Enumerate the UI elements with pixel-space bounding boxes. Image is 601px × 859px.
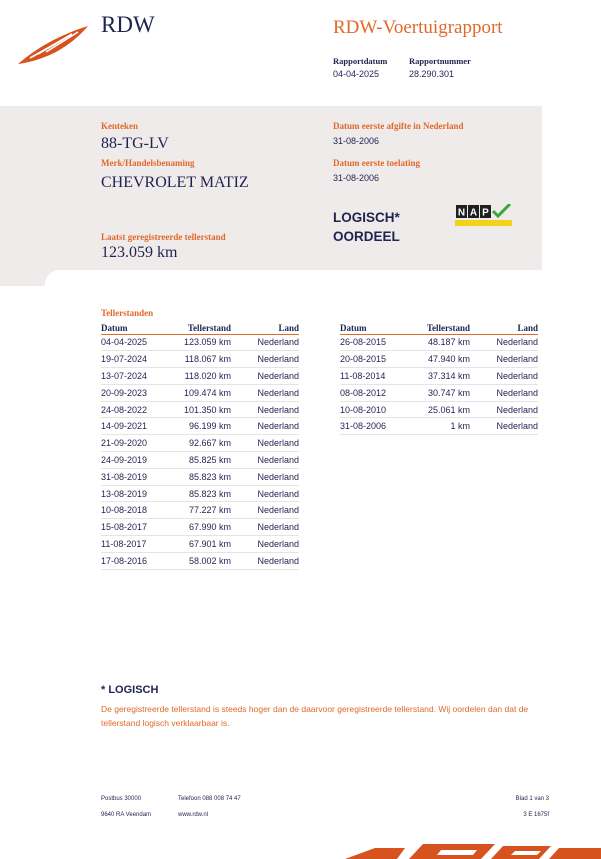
reading-country: Nederland: [231, 536, 299, 553]
footer-postbus: Postbus 30000: [101, 796, 142, 802]
reading-odometer: 85.825 km: [171, 452, 231, 469]
table-row: [101, 334, 299, 351]
column-header-country: Land: [470, 322, 538, 334]
reading-odometer: 37.314 km: [410, 368, 470, 385]
table-row: [340, 384, 538, 401]
reading-country: Nederland: [231, 401, 299, 418]
first-admission-value: 31-08-2006: [333, 173, 380, 183]
table-row: [340, 418, 538, 435]
reading-country: Nederland: [231, 552, 299, 569]
table-row: [101, 351, 299, 368]
footer-address: 9640 RA Veendam: [101, 812, 152, 818]
plate-label: Kenteken: [101, 121, 138, 131]
reading-date: 11-08-2014: [340, 368, 410, 385]
report-date-value: 04-04-2025: [333, 69, 380, 79]
table-row: [340, 368, 538, 385]
table-row: [340, 351, 538, 368]
column-header-odometer: Tellerstand: [410, 322, 470, 334]
report-number-label: Rapportnummer: [409, 56, 471, 66]
report-title: RDW-Voertuigrapport: [333, 17, 503, 38]
table-row: [101, 384, 299, 401]
vehicle-info-panel-notch: [45, 270, 542, 286]
reading-odometer: 67.990 km: [171, 519, 231, 536]
table-header-row: [340, 322, 538, 334]
reading-odometer: 123.059 km: [171, 334, 231, 351]
reading-country: Nederland: [231, 485, 299, 502]
reading-country: Nederland: [231, 368, 299, 385]
reading-odometer: 109.474 km: [171, 384, 231, 401]
reading-country: Nederland: [470, 351, 538, 368]
first-admission-label: Datum eerste toelating: [333, 158, 420, 168]
reading-odometer: 1 km: [410, 418, 470, 435]
reading-country: Nederland: [470, 334, 538, 351]
make-label: Merk/Handelsbenaming: [101, 158, 195, 168]
reading-odometer: 101.350 km: [171, 401, 231, 418]
rdw-stripes-icon: [345, 842, 601, 859]
column-header-date: Datum: [340, 322, 410, 334]
table-row: [101, 435, 299, 452]
reading-country: Nederland: [470, 401, 538, 418]
odometer-value: 123.059 km: [101, 244, 178, 261]
reading-date: 31-08-2006: [340, 418, 410, 435]
table-header-row: [101, 322, 299, 334]
reading-country: Nederland: [231, 384, 299, 401]
reading-date: 24-08-2022: [101, 401, 171, 418]
table-row: [101, 401, 299, 418]
table-row: [340, 401, 538, 418]
column-header-country: Land: [231, 322, 299, 334]
readings-table-left: [101, 322, 299, 570]
reading-date: 04-04-2025: [101, 334, 171, 351]
table-row: [101, 502, 299, 519]
table-row: [101, 418, 299, 435]
table-row: [101, 368, 299, 385]
column-header-odometer: Tellerstand: [171, 322, 231, 334]
reading-date: 21-09-2020: [101, 435, 171, 452]
footer-page: Blad 1 van 3: [515, 796, 549, 802]
first-issue-nl-value: 31-08-2006: [333, 136, 380, 146]
reading-odometer: 77.227 km: [171, 502, 231, 519]
make-value: CHEVROLET MATIZ: [101, 174, 249, 191]
rdw-logo-icon: [16, 24, 90, 66]
footer-web: www.rdw.nl: [178, 812, 209, 818]
column-header-date: Datum: [101, 322, 171, 334]
footer-code: 3 E 1675f: [523, 812, 549, 818]
reading-odometer: 118.067 km: [171, 351, 231, 368]
reading-date: 26-08-2015: [340, 334, 410, 351]
reading-country: Nederland: [231, 334, 299, 351]
reading-date: 13-08-2019: [101, 485, 171, 502]
reading-date: 08-08-2012: [340, 384, 410, 401]
reading-date: 14-09-2021: [101, 418, 171, 435]
reading-date: 10-08-2010: [340, 401, 410, 418]
reading-date: 20-08-2015: [340, 351, 410, 368]
verdict-line-2: OORDEEL: [333, 229, 400, 244]
readings-title: Tellerstanden: [101, 308, 154, 318]
reading-country: Nederland: [470, 418, 538, 435]
reading-country: Nederland: [231, 452, 299, 469]
odometer-label: Laatst geregistreerde tellerstand: [101, 232, 226, 242]
table-row: [101, 519, 299, 536]
nap-letter-a: A: [469, 207, 478, 219]
reading-date: 31-08-2019: [101, 468, 171, 485]
table-row: [101, 468, 299, 485]
footnote-title: * LOGISCH: [101, 684, 159, 696]
reading-date: 10-08-2018: [101, 502, 171, 519]
nap-logo-icon: [455, 204, 512, 226]
verdict-line-1: LOGISCH*: [333, 210, 400, 225]
reading-odometer: 67.901 km: [171, 536, 231, 553]
verdict: [333, 208, 400, 246]
footer-phone: Telefoon 088 008 74 47: [178, 796, 241, 802]
footnote-text: De geregistreerde tellerstand is steeds hoger dan de daarvoor geregistreerde tellerstand. Wij oordelen dan dat de tellerstand logisch verklaarbaar is.: [101, 704, 529, 728]
plate-value: 88-TG-LV: [101, 135, 169, 152]
readings-table-right: [340, 322, 538, 435]
reading-country: Nederland: [231, 502, 299, 519]
table-row: [101, 552, 299, 569]
nap-letter-n: N: [457, 207, 466, 219]
reading-country: Nederland: [231, 435, 299, 452]
reading-odometer: 96.199 km: [171, 418, 231, 435]
report-number-value: 28.290.301: [409, 69, 455, 79]
reading-odometer: 85.823 km: [171, 468, 231, 485]
reading-country: Nederland: [231, 351, 299, 368]
reading-date: 15-08-2017: [101, 519, 171, 536]
table-row: [101, 536, 299, 553]
reading-odometer: 85.823 km: [171, 485, 231, 502]
reading-odometer: 58.002 km: [171, 552, 231, 569]
report-date-label: Rapportdatum: [333, 56, 388, 66]
reading-country: Nederland: [470, 384, 538, 401]
reading-odometer: 48.187 km: [410, 334, 470, 351]
reading-odometer: 118.020 km: [171, 368, 231, 385]
brand-name: RDW: [101, 12, 155, 37]
reading-odometer: 25.061 km: [410, 401, 470, 418]
reading-date: 13-07-2024: [101, 368, 171, 385]
reading-date: 20-09-2023: [101, 384, 171, 401]
reading-country: Nederland: [231, 418, 299, 435]
reading-country: Nederland: [231, 468, 299, 485]
reading-odometer: 30.747 km: [410, 384, 470, 401]
reading-odometer: 92.667 km: [171, 435, 231, 452]
table-row: [101, 485, 299, 502]
reading-country: Nederland: [231, 519, 299, 536]
reading-country: Nederland: [470, 368, 538, 385]
nap-letter-p: P: [482, 207, 489, 219]
reading-odometer: 47.940 km: [410, 351, 470, 368]
reading-date: 17-08-2016: [101, 552, 171, 569]
reading-date: 19-07-2024: [101, 351, 171, 368]
table-row: [340, 334, 538, 351]
reading-date: 11-08-2017: [101, 536, 171, 553]
first-issue-nl-label: Datum eerste afgifte in Nederland: [333, 121, 464, 131]
reading-date: 24-09-2019: [101, 452, 171, 469]
table-row: [101, 452, 299, 469]
